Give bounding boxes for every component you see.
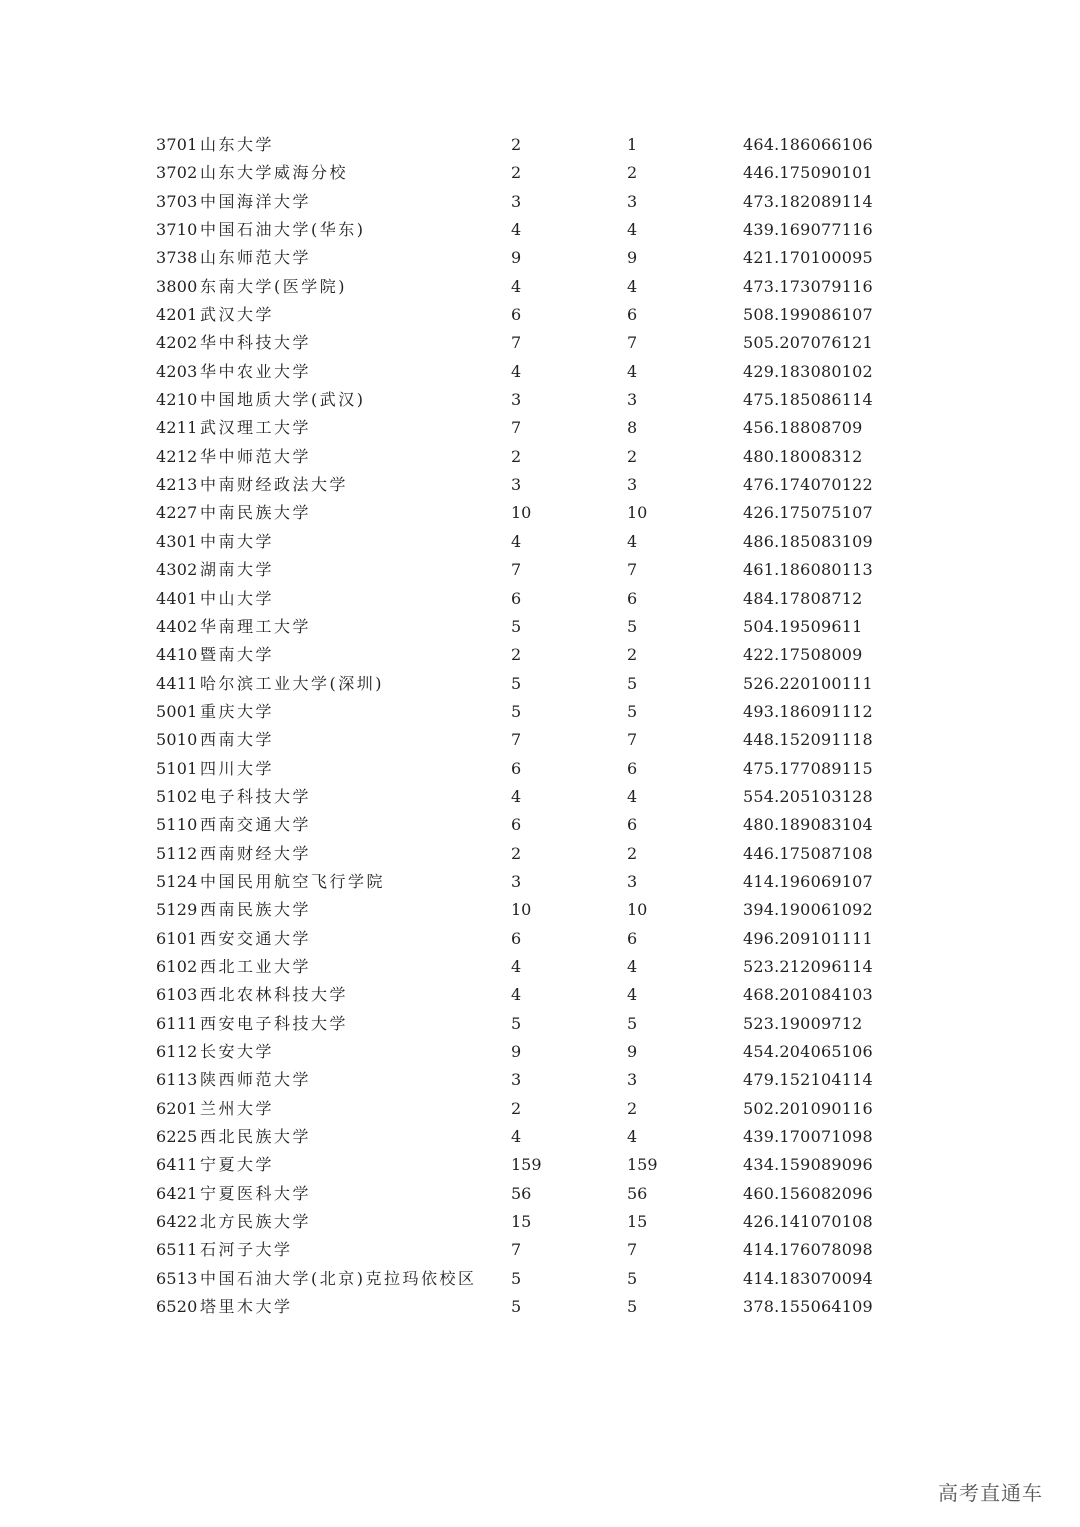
score-value: 486.185083109	[743, 531, 873, 551]
school-code: 4302	[156, 560, 198, 580]
score-value: 414.196069107	[743, 871, 873, 891]
count-b: 6	[627, 815, 638, 835]
school-code: 5010	[156, 730, 198, 750]
school-name: 山东大学	[200, 135, 275, 154]
count-a: 2	[511, 645, 522, 665]
school-name: 西北工业大学	[200, 956, 312, 976]
school-code: 6520	[156, 1297, 198, 1317]
table-row	[156, 329, 916, 357]
school-name: 中国地质大学(武汉)	[200, 390, 366, 410]
table-row	[156, 443, 916, 471]
count-a: 3	[511, 871, 522, 891]
table-row	[156, 953, 916, 981]
school-code: 6102	[156, 956, 198, 976]
score-value: 508.199086107	[743, 305, 873, 325]
count-a: 10	[511, 900, 532, 920]
school-code: 5112	[156, 843, 198, 863]
school-name: 山东大学威海分校	[200, 163, 349, 183]
table-row	[156, 188, 916, 216]
count-a: 6	[511, 815, 522, 835]
school-code: 6422	[156, 1212, 198, 1232]
count-a: 4	[511, 956, 522, 976]
count-a: 5	[511, 1268, 522, 1288]
score-value: 526.220100111	[743, 673, 873, 693]
school-code: 4402	[156, 616, 198, 636]
count-a: 2	[511, 163, 522, 183]
table-row	[156, 896, 916, 924]
score-value: 523.19009712	[743, 1013, 863, 1033]
count-b: 1	[627, 135, 638, 154]
count-b: 2	[627, 1098, 638, 1118]
table-row	[156, 925, 916, 953]
school-code: 5101	[156, 758, 198, 778]
count-b: 10	[627, 503, 648, 523]
score-value: 426.175075107	[743, 503, 873, 523]
school-name: 中国民用航空飞行学院	[200, 871, 386, 891]
count-a: 7	[511, 333, 522, 353]
school-name: 中山大学	[200, 588, 275, 608]
score-value: 394.190061092	[743, 900, 873, 920]
count-b: 8	[627, 418, 638, 438]
count-a: 56	[511, 1183, 532, 1203]
count-b: 3	[627, 191, 638, 211]
count-b: 56	[627, 1183, 648, 1203]
school-code: 3703	[156, 191, 198, 211]
count-a: 5	[511, 1013, 522, 1033]
count-b: 7	[627, 333, 638, 353]
count-a: 5	[511, 673, 522, 693]
school-name: 四川大学	[200, 758, 275, 778]
school-name: 华中师范大学	[200, 446, 312, 466]
school-name: 华中农业大学	[200, 361, 312, 381]
school-name: 西南交通大学	[200, 815, 312, 835]
score-value: 479.152104114	[743, 1070, 873, 1090]
count-b: 5	[627, 701, 638, 721]
count-b: 3	[627, 1070, 638, 1090]
table-row	[156, 1123, 916, 1151]
score-value: 493.186091112	[743, 701, 873, 721]
school-code: 4201	[156, 305, 198, 325]
score-value: 505.207076121	[743, 333, 873, 353]
score-value: 456.18808709	[743, 418, 863, 438]
school-name: 西安电子科技大学	[200, 1013, 349, 1033]
score-value: 446.175087108	[743, 843, 873, 863]
school-name: 暨南大学	[200, 645, 275, 665]
count-a: 7	[511, 418, 522, 438]
school-code: 6201	[156, 1098, 198, 1118]
table-row	[156, 1293, 916, 1321]
count-a: 10	[511, 503, 532, 523]
count-b: 6	[627, 758, 638, 778]
school-code: 3800	[156, 276, 198, 296]
table-row	[156, 556, 916, 584]
school-name: 兰州大学	[200, 1098, 275, 1118]
school-name: 华南理工大学	[200, 616, 312, 636]
school-code: 4211	[156, 418, 198, 438]
count-b: 4	[627, 361, 638, 381]
score-value: 414.183070094	[743, 1268, 873, 1288]
table-row	[156, 1180, 916, 1208]
school-name: 宁夏大学	[200, 1155, 275, 1175]
table-row	[156, 1208, 916, 1236]
count-a: 7	[511, 730, 522, 750]
score-value: 473.173079116	[743, 276, 873, 296]
table-row	[156, 1236, 916, 1264]
count-a: 9	[511, 1042, 522, 1061]
count-b: 2	[627, 645, 638, 665]
count-a: 3	[511, 1070, 522, 1090]
score-value: 421.170100095	[743, 248, 873, 268]
count-b: 4	[627, 220, 638, 240]
school-code: 4212	[156, 446, 198, 466]
score-value: 426.141070108	[743, 1212, 873, 1232]
score-value: 480.189083104	[743, 815, 873, 835]
count-b: 9	[627, 248, 638, 268]
school-name: 西南大学	[200, 730, 275, 750]
score-value: 460.156082096	[743, 1183, 873, 1203]
table-row	[156, 471, 916, 499]
school-name: 中国海洋大学	[200, 191, 312, 211]
school-name: 中南财经政法大学	[200, 475, 349, 495]
count-b: 7	[627, 730, 638, 750]
count-a: 6	[511, 588, 522, 608]
table-row	[156, 358, 916, 386]
school-name: 电子科技大学	[200, 786, 312, 806]
table-row	[156, 585, 916, 613]
school-code: 5102	[156, 786, 198, 806]
school-code: 4227	[156, 503, 198, 523]
count-b: 4	[627, 985, 638, 1005]
count-a: 4	[511, 786, 522, 806]
school-code: 6513	[156, 1268, 198, 1288]
school-name: 陕西师范大学	[200, 1070, 312, 1090]
school-code: 5001	[156, 701, 198, 721]
school-name: 宁夏医科大学	[200, 1183, 312, 1203]
school-name: 石河子大学	[200, 1240, 293, 1260]
count-b: 15	[627, 1212, 648, 1232]
score-value: 378.155064109	[743, 1297, 873, 1317]
score-value: 475.177089115	[743, 758, 873, 778]
school-name: 西南财经大学	[200, 843, 312, 863]
count-b: 4	[627, 531, 638, 551]
table-row	[156, 244, 916, 272]
school-code: 6113	[156, 1070, 198, 1090]
table-row	[156, 670, 916, 698]
table-row	[156, 1265, 916, 1293]
score-value: 473.182089114	[743, 191, 873, 211]
table-row	[156, 216, 916, 244]
table-row	[156, 840, 916, 868]
count-b: 6	[627, 305, 638, 325]
school-code: 4301	[156, 531, 198, 551]
count-b: 4	[627, 956, 638, 976]
school-code: 5129	[156, 900, 198, 920]
table-row	[156, 868, 916, 896]
table-row	[156, 273, 916, 301]
count-b: 2	[627, 446, 638, 466]
school-name: 中南大学	[200, 531, 275, 551]
count-a: 4	[511, 1127, 522, 1147]
school-code: 6411	[156, 1155, 198, 1175]
score-value: 468.201084103	[743, 985, 873, 1005]
score-value: 429.183080102	[743, 361, 873, 381]
school-code: 6421	[156, 1183, 198, 1203]
watermark: 高考直通车	[938, 1481, 1043, 1505]
school-name: 华中科技大学	[200, 333, 312, 353]
count-b: 3	[627, 390, 638, 410]
count-b: 5	[627, 616, 638, 636]
count-a: 2	[511, 1098, 522, 1118]
count-a: 7	[511, 560, 522, 580]
table-row	[156, 811, 916, 839]
school-name: 中南民族大学	[200, 503, 312, 523]
count-b: 6	[627, 588, 638, 608]
table-row	[156, 528, 916, 556]
score-value: 476.174070122	[743, 475, 873, 495]
score-value: 434.159089096	[743, 1155, 873, 1175]
school-code: 5124	[156, 871, 198, 891]
school-name: 塔里木大学	[200, 1297, 293, 1317]
count-a: 7	[511, 1240, 522, 1260]
school-name: 东南大学(医学院)	[200, 276, 347, 296]
score-value: 422.17508009	[743, 645, 863, 665]
count-b: 159	[627, 1155, 658, 1175]
school-name: 哈尔滨工业大学(深圳)	[200, 673, 384, 693]
count-b: 3	[627, 871, 638, 891]
table-row	[156, 981, 916, 1009]
count-b: 2	[627, 843, 638, 863]
count-a: 4	[511, 985, 522, 1005]
score-value: 475.185086114	[743, 390, 873, 410]
count-b: 2	[627, 163, 638, 183]
table-row	[156, 1010, 916, 1038]
school-name: 北方民族大学	[200, 1212, 312, 1232]
table-row	[156, 159, 916, 187]
table-row	[156, 1066, 916, 1094]
school-name: 西北民族大学	[200, 1127, 312, 1147]
score-value: 439.170071098	[743, 1127, 873, 1147]
count-a: 15	[511, 1212, 532, 1232]
school-code: 6112	[156, 1042, 198, 1061]
school-code: 4410	[156, 645, 198, 665]
table-row	[156, 1038, 916, 1066]
school-code: 5110	[156, 815, 198, 835]
count-b: 4	[627, 1127, 638, 1147]
school-code: 4203	[156, 361, 198, 381]
count-b: 10	[627, 900, 648, 920]
school-name: 西南民族大学	[200, 900, 312, 920]
count-a: 5	[511, 616, 522, 636]
score-value: 454.204065106	[743, 1042, 873, 1061]
table-row	[156, 641, 916, 669]
score-value: 480.18008312	[743, 446, 863, 466]
score-value: 523.212096114	[743, 956, 873, 976]
admission-table	[156, 131, 916, 1321]
score-value: 414.176078098	[743, 1240, 873, 1260]
score-value: 448.152091118	[743, 730, 873, 750]
count-b: 6	[627, 928, 638, 948]
count-b: 5	[627, 1013, 638, 1033]
count-a: 2	[511, 446, 522, 466]
count-a: 6	[511, 758, 522, 778]
school-code: 4210	[156, 390, 198, 410]
count-a: 5	[511, 1297, 522, 1317]
table-row	[156, 726, 916, 754]
count-a: 6	[511, 305, 522, 325]
school-name: 湖南大学	[200, 560, 275, 580]
count-a: 2	[511, 843, 522, 863]
table-row	[156, 698, 916, 726]
table-row	[156, 386, 916, 414]
count-b: 7	[627, 1240, 638, 1260]
school-name: 山东师范大学	[200, 248, 312, 268]
count-a: 4	[511, 361, 522, 381]
school-name: 西安交通大学	[200, 928, 312, 948]
table-row	[156, 499, 916, 527]
table-row	[156, 301, 916, 329]
school-name: 武汉理工大学	[200, 418, 312, 438]
school-code: 3738	[156, 248, 198, 268]
score-value: 446.175090101	[743, 163, 873, 183]
score-value: 439.169077116	[743, 220, 873, 240]
score-value: 464.186066106	[743, 135, 873, 154]
count-a: 3	[511, 191, 522, 211]
school-code: 3710	[156, 220, 198, 240]
count-a: 5	[511, 701, 522, 721]
count-a: 3	[511, 475, 522, 495]
school-name: 中国石油大学(北京)克拉玛依校区	[200, 1268, 477, 1288]
school-name: 长安大学	[200, 1042, 275, 1061]
school-code: 4213	[156, 475, 198, 495]
school-code: 6511	[156, 1240, 198, 1260]
school-code: 4411	[156, 673, 198, 693]
table-row	[156, 1095, 916, 1123]
school-code: 4202	[156, 333, 198, 353]
count-a: 4	[511, 220, 522, 240]
count-a: 4	[511, 531, 522, 551]
score-value: 461.186080113	[743, 560, 873, 580]
count-a: 3	[511, 390, 522, 410]
school-name: 西北农林科技大学	[200, 985, 349, 1005]
school-code: 6101	[156, 928, 198, 948]
school-name: 武汉大学	[200, 305, 275, 325]
count-b: 5	[627, 1268, 638, 1288]
table-row	[156, 613, 916, 641]
count-a: 159	[511, 1155, 542, 1175]
count-b: 4	[627, 276, 638, 296]
school-name: 中国石油大学(华东)	[200, 220, 366, 240]
count-a: 6	[511, 928, 522, 948]
table-row	[156, 131, 916, 159]
table-row	[156, 1151, 916, 1179]
school-code: 6103	[156, 985, 198, 1005]
score-value: 484.17808712	[743, 588, 863, 608]
school-code: 4401	[156, 588, 198, 608]
table-row	[156, 755, 916, 783]
school-code: 3701	[156, 135, 198, 154]
score-value: 496.209101111	[743, 928, 873, 948]
count-b: 9	[627, 1042, 638, 1061]
count-a: 9	[511, 248, 522, 268]
table-row	[156, 414, 916, 442]
count-b: 7	[627, 560, 638, 580]
school-code: 6225	[156, 1127, 198, 1147]
count-b: 5	[627, 1297, 638, 1317]
school-code: 3702	[156, 163, 198, 183]
count-b: 5	[627, 673, 638, 693]
table-row	[156, 783, 916, 811]
score-value: 554.205103128	[743, 786, 873, 806]
count-b: 4	[627, 786, 638, 806]
count-a: 2	[511, 135, 522, 154]
school-name: 重庆大学	[200, 701, 275, 721]
school-code: 6111	[156, 1013, 198, 1033]
score-value: 502.201090116	[743, 1098, 873, 1118]
count-b: 3	[627, 475, 638, 495]
score-value: 504.19509611	[743, 616, 863, 636]
count-a: 4	[511, 276, 522, 296]
